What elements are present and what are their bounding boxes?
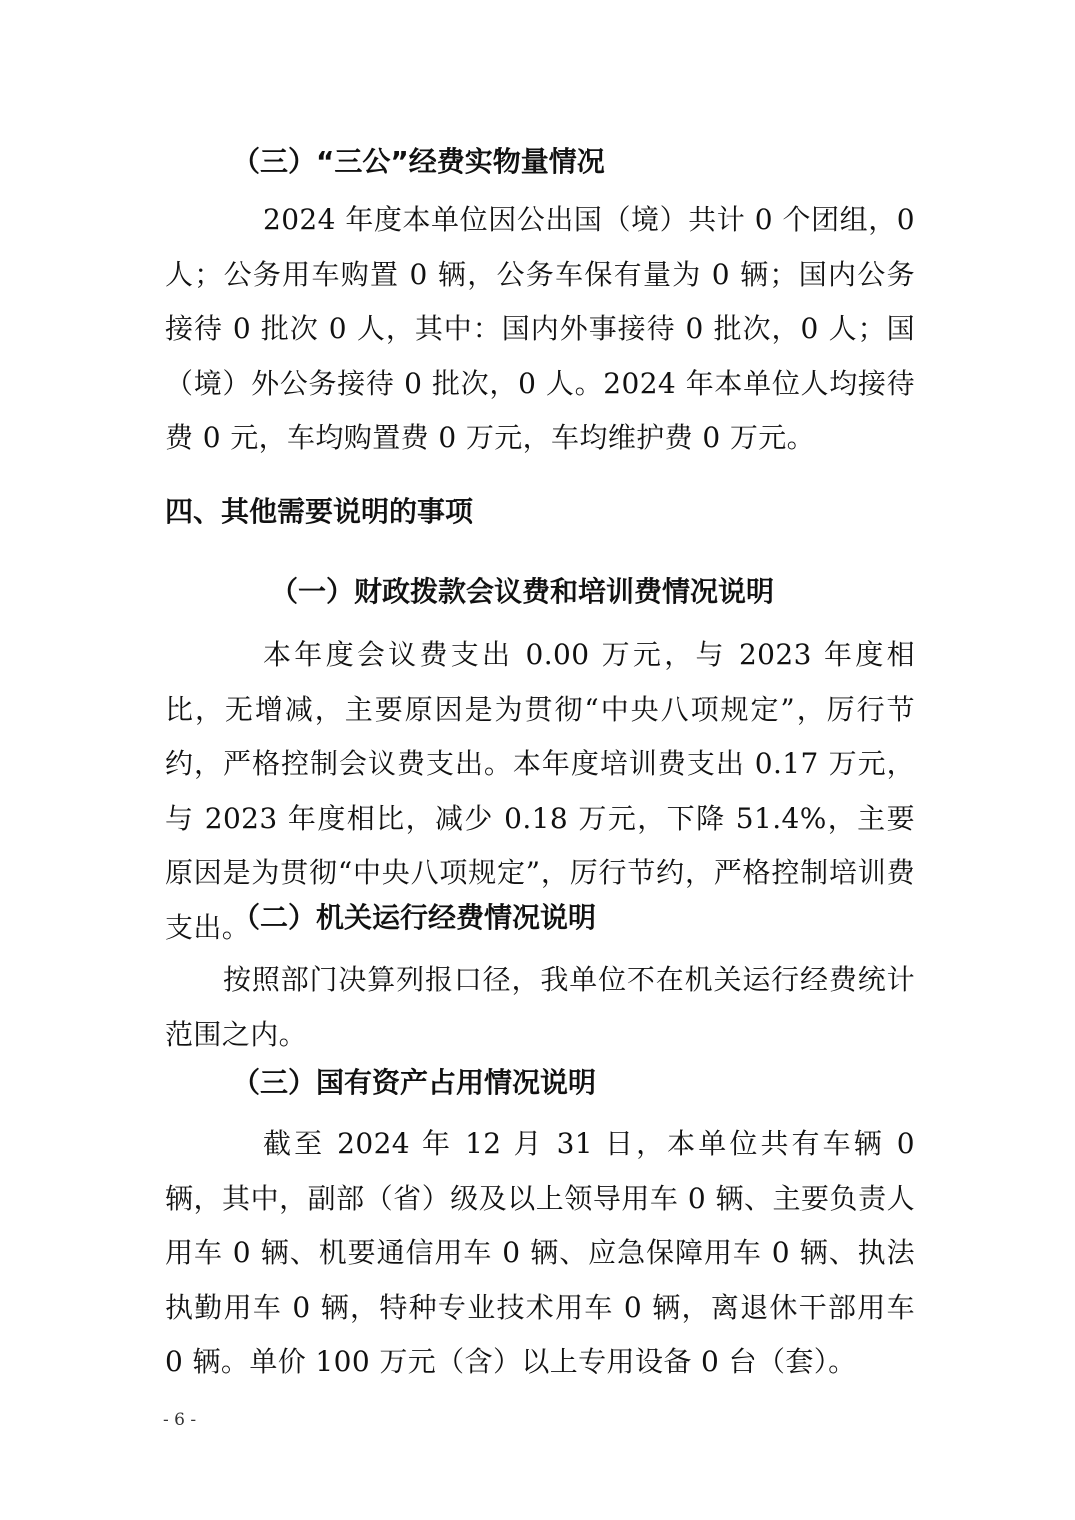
paragraph-meeting-training-fees: 本年度会议费支出 0.00 万元，与 2023 年度相比，无增减，主要原因是为贯彻“中央八项规定”，厉行节约，严格控制会议费支出。本年度培训费支出 0.17 万元，与 2023 年度相比，减少 0.18 万元，下降 51.4%，主要原因是为贯彻“中央八项规定”，厉行节约，严格控制培训费支出。 xyxy=(165,638,915,944)
section-heading-agency-operating-costs: （二）机关运行经费情况说明 xyxy=(232,901,597,934)
section-heading-state-assets: （三）国有资产占用情况说明 xyxy=(232,1066,597,1099)
paragraph-agency-operating-costs: 按照部门决算列报口径，我单位不在机关运行经费统计范围之内。 xyxy=(165,963,915,1051)
page-number: - 6 - xyxy=(163,1410,197,1430)
section-heading-three-public-quantity: （三）“三公”经费实物量情况 xyxy=(232,145,605,178)
section-heading-meeting-training-fees: （一）财政拨款会议费和培训费情况说明 xyxy=(270,575,775,608)
paragraph-three-public-quantity: 2024 年度本单位因公出国（境）共计 0 个团组，0 人；公务用车购置 0 辆，公务车保有量为 0 辆；国内公务接待 0 批次 0 人，其中：国内外事接待 0 批次，0 人；国（境）外公务接待 0 批次，0 人。2024 年本单位人均接待费 0 元，车均购置费 0 万元，车均维护费 0 万元。 xyxy=(165,203,915,454)
part-heading-other-matters: 四、其他需要说明的事项 xyxy=(165,495,474,528)
paragraph-state-assets: 截至 2024 年 12 月 31 日，本单位共有车辆 0 辆，其中，副部（省）级及以上领导用车 0 辆、主要负责人用车 0 辆、机要通信用车 0 辆、应急保障用车 0 辆、执法执勤用车 0 辆，特种专业技术用车 0 辆，离退休干部用车 0 辆。单价 100 万元（含）以上专用设备 0 台（套）。 xyxy=(165,1127,915,1378)
